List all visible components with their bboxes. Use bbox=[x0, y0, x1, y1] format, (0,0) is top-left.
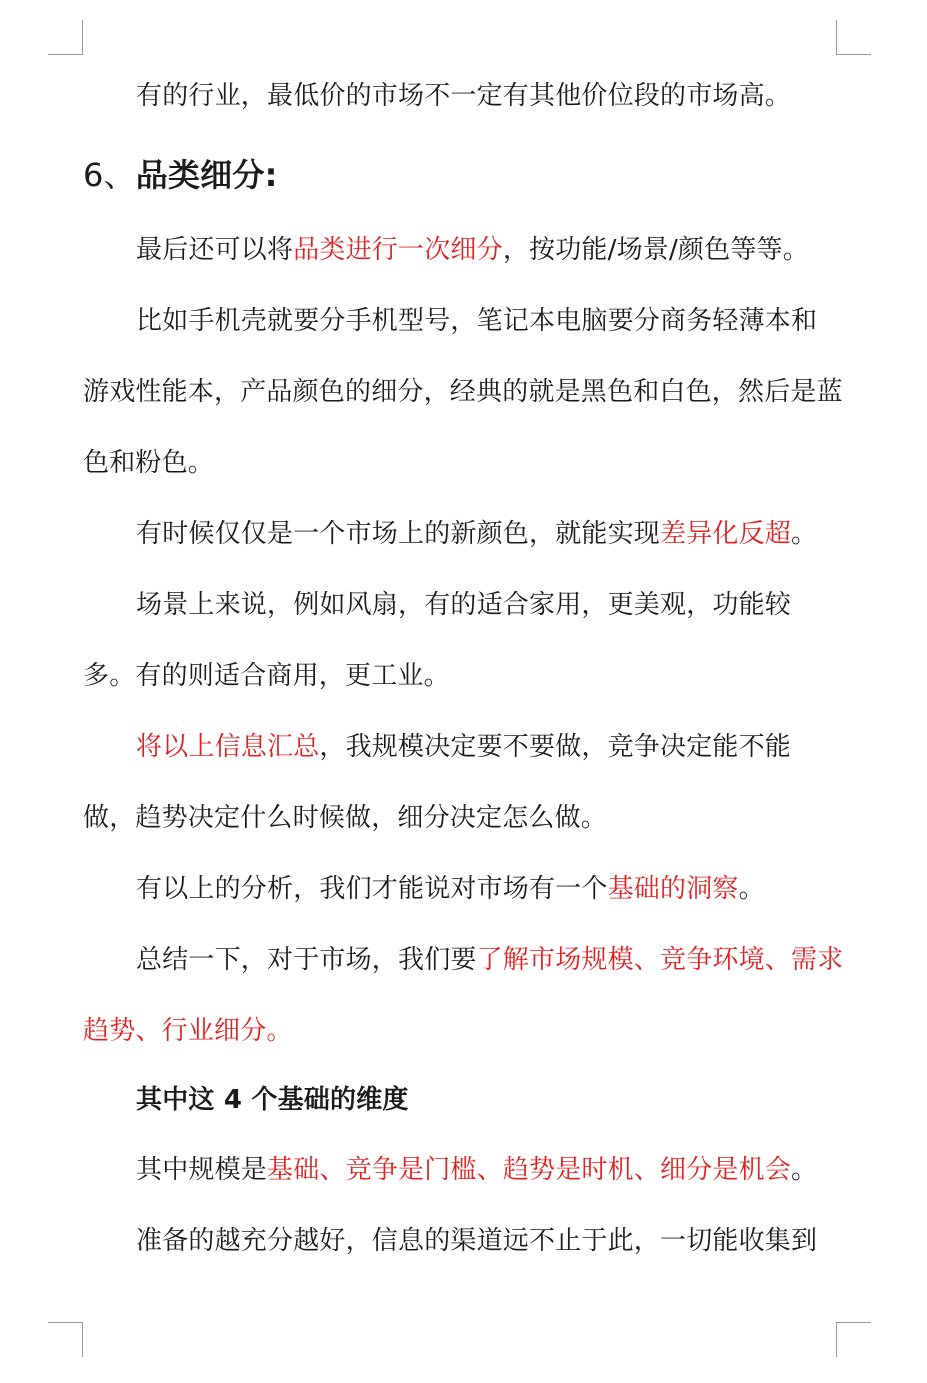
paragraph-line bbox=[83, 800, 839, 836]
paragraph-line bbox=[83, 658, 839, 694]
highlight-text: 趋势、行业细分。 bbox=[83, 1016, 293, 1046]
text-segment: 多。有的则适合商用，更工业。 bbox=[83, 661, 450, 691]
text-segment: 准备的越充分越好，信息的渠道远不止于此，一切能收集到 bbox=[136, 1226, 818, 1256]
highlight-text: 基础的洞察 bbox=[607, 874, 739, 904]
paragraph-line bbox=[83, 587, 839, 623]
paragraph-line bbox=[83, 303, 839, 339]
text-segment: 。 bbox=[791, 519, 818, 549]
text-segment: 比如手机壳就要分手机型号，笔记本电脑要分商务轻薄本和 bbox=[136, 306, 818, 336]
heading-title: 品类细分: bbox=[135, 156, 278, 194]
paragraph-line bbox=[83, 78, 839, 114]
paragraph-line bbox=[83, 374, 843, 410]
section-heading bbox=[83, 155, 839, 195]
text-segment: 其中这 4 个基础的维度 bbox=[136, 1085, 409, 1115]
page-corner-bottom-left bbox=[48, 1322, 83, 1357]
text-segment: ，我规模决定要不要做，竞争决定能不能 bbox=[319, 732, 792, 762]
text-segment: ，按功能/场景/颜色等等。 bbox=[502, 235, 809, 265]
highlight-text: 品类进行一次细分 bbox=[293, 235, 503, 265]
highlight-text: 了解市场规模、竞争环境、需求 bbox=[476, 945, 844, 975]
page-corner-bottom-right bbox=[836, 1322, 871, 1357]
paragraph-line bbox=[83, 445, 839, 481]
paragraph-line bbox=[83, 516, 839, 552]
highlight-text: 将以上信息汇总 bbox=[136, 732, 320, 762]
highlight-text: 基础、竞争是门槛、趋势是时机、细分是机会 bbox=[267, 1155, 792, 1185]
text-segment: 场景上来说，例如风扇，有的适合家用，更美观，功能较 bbox=[136, 590, 792, 620]
text-segment: 其中规模是 bbox=[136, 1155, 268, 1185]
text-segment: 游戏性能本，产品颜色的细分，经典的就是黑色和白色，然后是蓝 bbox=[83, 377, 843, 407]
text-segment: 有时候仅仅是一个市场上的新颜色，就能实现 bbox=[136, 519, 661, 549]
paragraph-line bbox=[83, 871, 839, 907]
paragraph-line bbox=[83, 1013, 839, 1049]
page-corner-top-right bbox=[836, 20, 871, 55]
paragraph-line bbox=[83, 942, 844, 978]
paragraph-line bbox=[83, 1152, 839, 1188]
paragraph-line bbox=[83, 1223, 839, 1259]
text-segment: 最后还可以将 bbox=[136, 235, 294, 265]
heading-number: 6、 bbox=[83, 156, 136, 194]
bold-subheading bbox=[83, 1082, 839, 1118]
text-segment: 色和粉色。 bbox=[83, 448, 215, 478]
text-segment: 做，趋势决定什么时候做，细分决定怎么做。 bbox=[83, 803, 608, 833]
text-segment: 。 bbox=[791, 1155, 818, 1185]
text-segment: 总结一下，对于市场，我们要 bbox=[136, 945, 477, 975]
text-segment: 有的行业，最低价的市场不一定有其他价位段的市场高。 bbox=[136, 81, 792, 111]
paragraph-line bbox=[83, 729, 839, 765]
paragraph-line bbox=[83, 232, 839, 268]
highlight-text: 差异化反超 bbox=[660, 519, 792, 549]
text-segment: 有以上的分析，我们才能说对市场有一个 bbox=[136, 874, 608, 904]
page-corner-top-left bbox=[48, 20, 83, 55]
text-segment: 。 bbox=[738, 874, 765, 904]
